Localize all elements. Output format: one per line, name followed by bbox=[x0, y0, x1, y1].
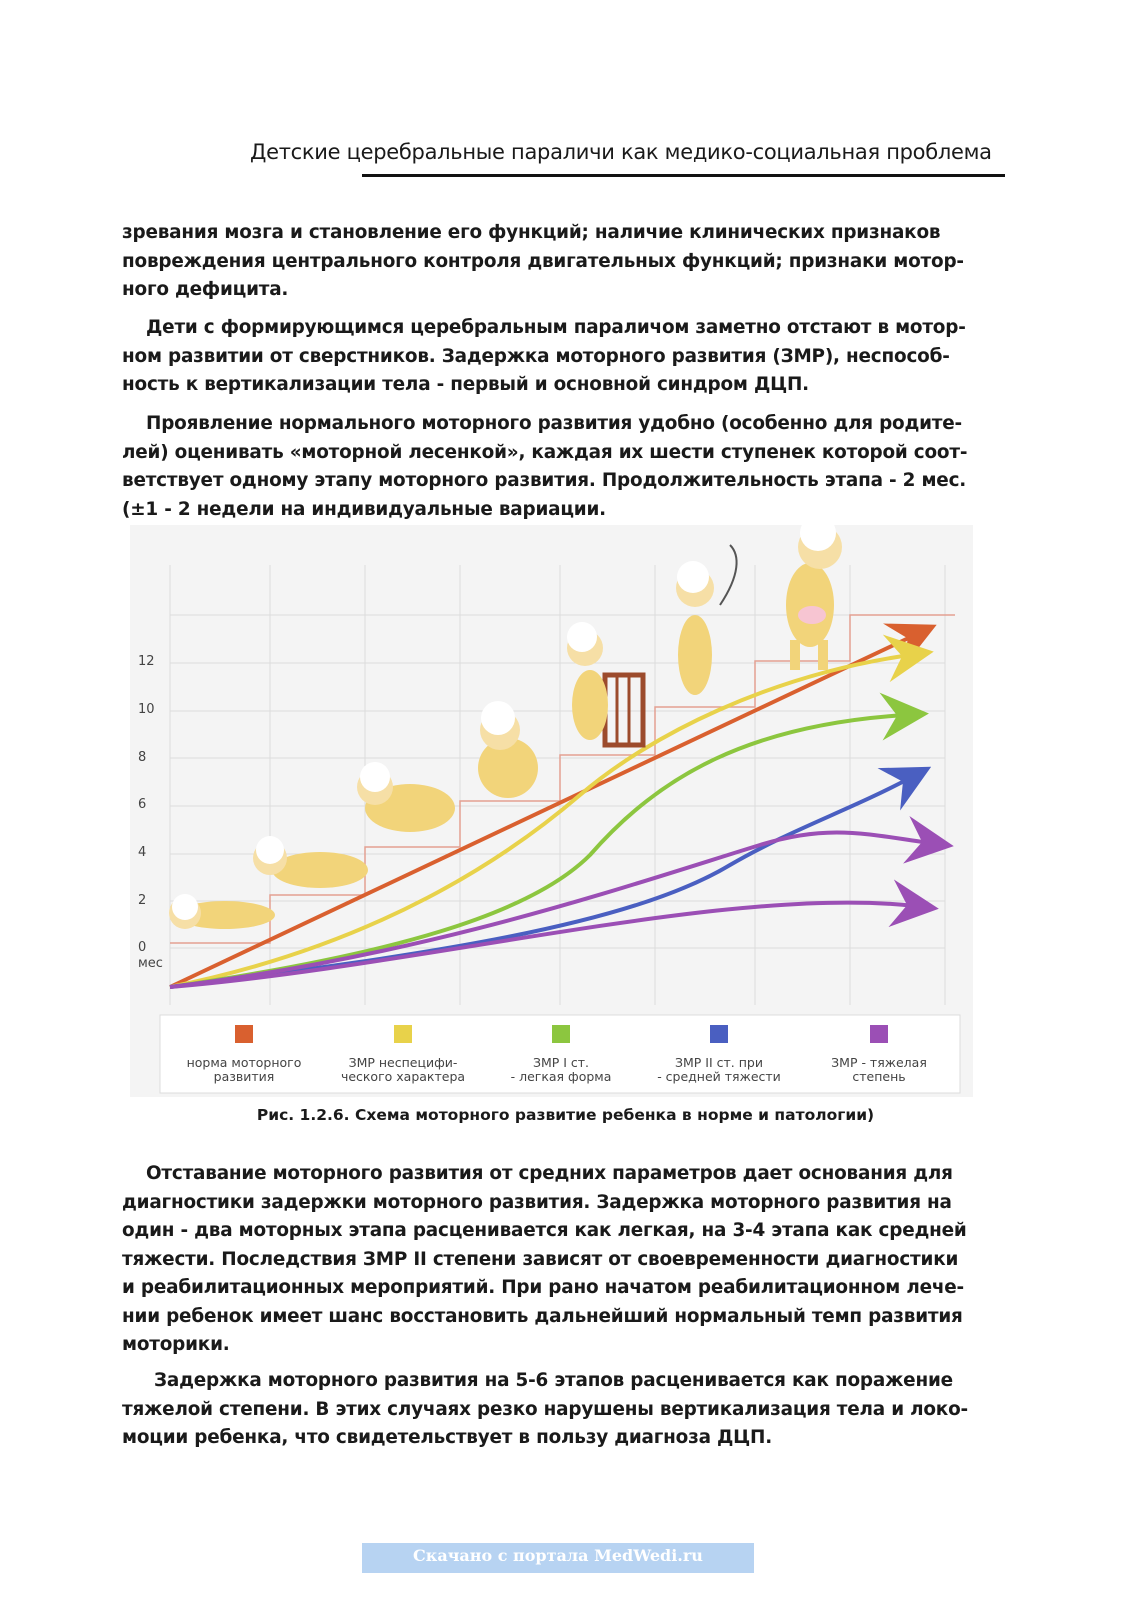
text-line: и реабилитационных мероприятий. При рано начатом реабилитационном лече- bbox=[122, 1277, 964, 1298]
text-line: нии ребенок имеет шанс восстановить дальнейший нормальный темп развития bbox=[122, 1305, 963, 1327]
legend-label: норма моторного bbox=[186, 1055, 302, 1070]
text-line: ветствует одному этапу моторного развития. Продолжительность этапа - 2 мес. bbox=[122, 470, 967, 491]
legend-swatch bbox=[710, 1025, 728, 1043]
legend-label: ЗМР неспецифи- bbox=[348, 1055, 458, 1070]
text-line: Дети с формирующимся церебральным параличом заметно отстают в мотор- bbox=[146, 317, 966, 338]
running-header: Детские церебральные параличи как медико-социальная проблема bbox=[250, 140, 992, 164]
y-tick-label: 0 bbox=[138, 940, 147, 955]
text-line: один - два моторных этапа расценивается как легкая, на 3-4 этапа как средней bbox=[122, 1220, 967, 1241]
paragraph-2 bbox=[122, 314, 1002, 400]
header-rule bbox=[362, 174, 1005, 177]
y-tick-label: 6 bbox=[138, 797, 147, 812]
legend-swatch bbox=[870, 1025, 888, 1043]
y-tick-label: 8 bbox=[138, 750, 147, 765]
paragraph-1 bbox=[122, 219, 1002, 305]
text-line: диагностики задержки моторного развития. Задержка моторного развития на bbox=[122, 1191, 952, 1213]
legend-label: развития bbox=[213, 1069, 275, 1084]
legend-label: ЗМР I ст. bbox=[532, 1055, 590, 1070]
y-tick-label: 4 bbox=[138, 845, 147, 860]
text-line: тяжести. Последствия ЗМР II степени зависят от своевременности диагностики bbox=[122, 1248, 959, 1270]
legend-label: ческого характера bbox=[340, 1069, 466, 1084]
watermark-text: Скачано с портала MedWedi.ru bbox=[413, 1546, 703, 1565]
motor-development-figure bbox=[130, 525, 973, 1097]
text-line: моции ребенка, что свидетельствует в пользу диагноза ДЦП. bbox=[122, 1427, 773, 1448]
paragraph-5 bbox=[122, 1367, 1002, 1453]
y-axis-unit: мес bbox=[138, 956, 163, 971]
paragraph-4 bbox=[122, 1160, 1002, 1360]
text-line: Проявление нормального моторного развития удобно (особенно для родите- bbox=[146, 413, 962, 434]
legend-label: - средней тяжести bbox=[657, 1069, 781, 1084]
legend-swatch bbox=[235, 1025, 253, 1043]
text-line: повреждения центрального контроля двигательных функций; признаки мотор- bbox=[122, 250, 964, 272]
legend-label: ЗМР II ст. при bbox=[675, 1055, 763, 1070]
y-tick-label: 2 bbox=[138, 893, 147, 908]
text-line: лей) оценивать «моторной лесенкой», каждая их шести ступенек которой соот- bbox=[122, 441, 968, 463]
text-line: тяжелой степени. В этих случаях резко нарушены вертикализация тела и локо- bbox=[122, 1398, 968, 1420]
legend-label: - легкая форма bbox=[510, 1069, 612, 1084]
y-tick-label: 10 bbox=[138, 702, 155, 717]
legend-swatch bbox=[394, 1025, 412, 1043]
figure-caption: Рис. 1.2.6. Схема моторного развитие ребенка в норме и патологии) bbox=[256, 1106, 875, 1124]
text-line: ного дефицита. bbox=[122, 279, 289, 300]
text-line: ность к вертикализации тела - первый и основной синдром ДЦП. bbox=[122, 374, 809, 395]
text-line: (±1 - 2 недели на индивидуальные вариации. bbox=[122, 498, 606, 520]
y-tick-label: 12 bbox=[138, 654, 155, 669]
text-line: моторики. bbox=[122, 1334, 230, 1355]
text-line: Задержка моторного развития на 5-6 этапов расценивается как поражение bbox=[154, 1370, 953, 1391]
figure-svg bbox=[130, 525, 973, 1097]
paragraph-3 bbox=[122, 410, 1002, 524]
text-line: Отставание моторного развития от средних параметров дает основания для bbox=[146, 1163, 953, 1184]
text-line: ном развитии от сверстников. Задержка моторного развития (ЗМР), неспособ- bbox=[122, 345, 950, 367]
legend-label: степень bbox=[852, 1069, 906, 1084]
legend-swatch bbox=[552, 1025, 570, 1043]
legend-label: ЗМР - тяжелая bbox=[831, 1055, 927, 1070]
text-line: зревания мозга и становление его функций; наличие клинических признаков bbox=[122, 222, 941, 243]
figure-background bbox=[130, 525, 973, 1097]
